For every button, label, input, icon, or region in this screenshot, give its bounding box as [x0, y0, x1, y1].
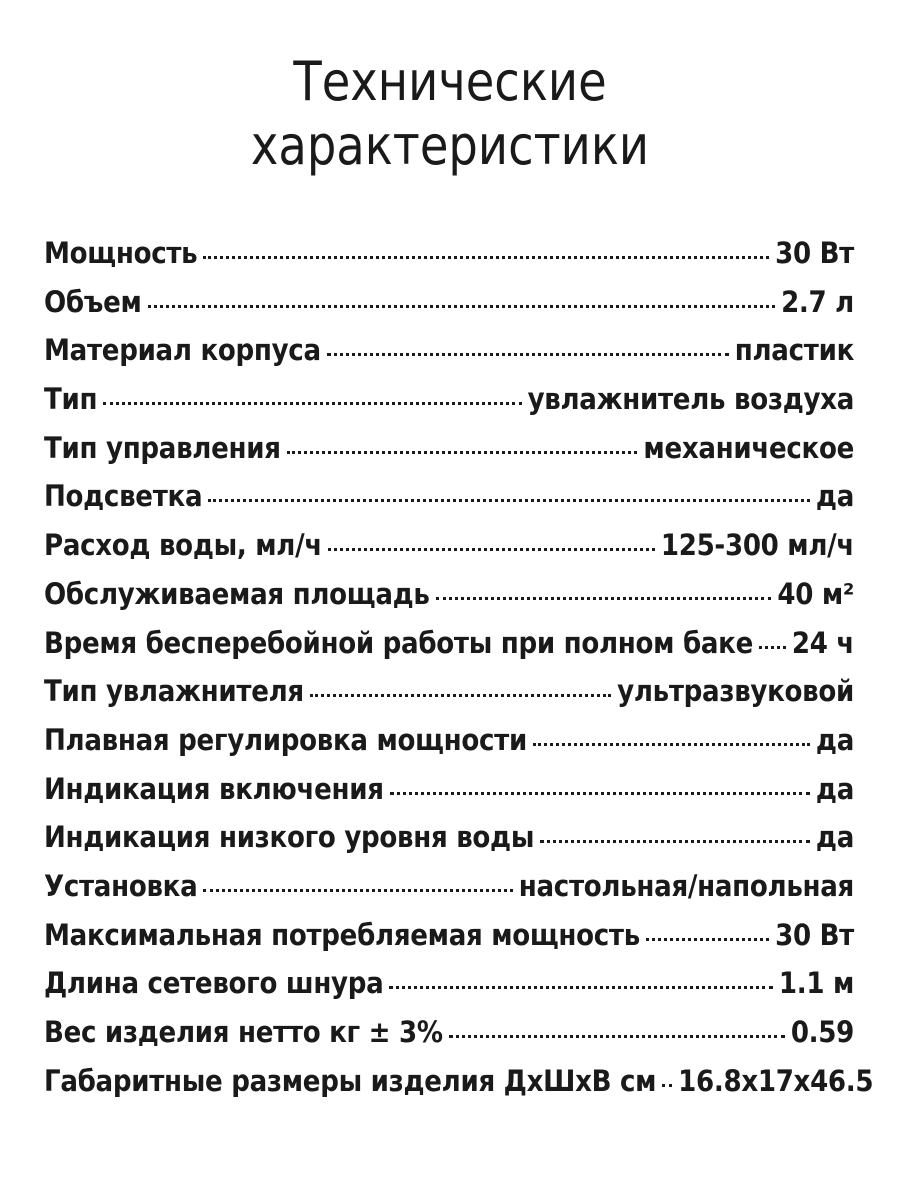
- page-title: [63, 50, 837, 178]
- spec-label: Объем: [44, 284, 142, 319]
- spec-value: настольная/напольная: [518, 868, 854, 903]
- spec-value: ультразвуковой: [617, 674, 854, 709]
- spec-value: пластик: [734, 333, 854, 368]
- spec-value: увлажнитель воздуха: [527, 382, 854, 417]
- dot-leader: [390, 792, 810, 795]
- spec-value: 125-300 мл/ч: [660, 528, 854, 563]
- page-title-line-2: характеристики: [250, 114, 650, 177]
- spec-label: Тип: [44, 382, 98, 417]
- spec-row-humidifier-type: [44, 674, 854, 723]
- spec-value: 24 ч: [791, 625, 854, 660]
- spec-label: Индикация низкого уровня воды: [44, 820, 535, 855]
- spec-row-power-indicator: [44, 772, 854, 821]
- spec-value: 30 Вт: [775, 236, 854, 270]
- spec-label: Время бесперебойной работы при полном баке: [44, 625, 753, 660]
- dot-leader: [436, 597, 772, 600]
- spec-row-dimensions: [44, 1063, 874, 1113]
- dot-leader: [287, 451, 638, 454]
- dot-leader: [540, 840, 810, 843]
- spec-value: да: [815, 722, 854, 757]
- dot-leader: [328, 548, 655, 551]
- spec-row-service-area: [44, 577, 854, 626]
- spec-label: Материал корпуса: [44, 333, 321, 368]
- spec-label: Тип увлажнителя: [44, 674, 304, 709]
- spec-row-power: [44, 236, 854, 285]
- spec-value: да: [815, 771, 854, 806]
- spec-value: 2.7 л: [781, 284, 854, 319]
- spec-row-smooth-power-adjustment: [44, 723, 854, 772]
- spec-label: Подсветка: [44, 479, 203, 514]
- dot-leader: [103, 402, 521, 405]
- spec-label: Вес изделия нетто кг ± 3%: [44, 1015, 443, 1049]
- dot-leader: [203, 889, 512, 892]
- dot-leader: [203, 256, 769, 259]
- spec-list: [44, 236, 874, 1112]
- dot-leader: [327, 353, 729, 356]
- dot-leader: [533, 743, 810, 746]
- dot-leader: [148, 305, 776, 308]
- spec-label: Обслуживаемая площадь: [44, 576, 430, 611]
- dot-leader: [389, 986, 772, 989]
- spec-row-control-type: [44, 431, 854, 480]
- dot-leader: [208, 499, 810, 502]
- spec-row-backlight: [44, 479, 854, 528]
- spec-value: 16.8х17х46.5: [678, 1063, 874, 1098]
- spec-value: 1.1 м: [778, 966, 854, 1001]
- dot-leader: [646, 938, 769, 941]
- spec-row-net-weight: [44, 1015, 854, 1064]
- spec-row-low-water-indicator: [44, 820, 854, 869]
- dot-leader: [662, 1084, 672, 1087]
- spec-label: Мощность: [44, 236, 198, 270]
- spec-row-volume: [44, 285, 854, 334]
- spec-label: Тип управления: [44, 430, 281, 465]
- spec-value: механическое: [643, 430, 854, 465]
- spec-label: Максимальная потребляемая мощность: [44, 917, 640, 952]
- spec-value: 0.59: [790, 1015, 854, 1049]
- spec-label: Установка: [44, 868, 198, 903]
- spec-label: Плавная регулировка мощности: [44, 722, 527, 757]
- spec-row-max-power-consumption: [44, 918, 854, 967]
- spec-row-cord-length: [44, 966, 854, 1015]
- spec-label: Расход воды, мл/ч: [44, 528, 322, 563]
- spec-label: Длина сетевого шнура: [44, 966, 384, 1001]
- spec-label: Индикация включения: [44, 771, 384, 806]
- spec-value: да: [815, 479, 854, 514]
- spec-value: 30 Вт: [775, 917, 854, 952]
- dot-leader: [449, 1035, 785, 1038]
- page-title-line-1: Технические: [293, 50, 607, 113]
- spec-row-runtime: [44, 626, 854, 675]
- spec-value: 40 м²: [777, 576, 854, 611]
- spec-row-installation: [44, 869, 854, 918]
- dot-leader: [759, 646, 786, 649]
- spec-row-body-material: [44, 333, 854, 382]
- dot-leader: [310, 694, 611, 697]
- spec-row-type: [44, 382, 854, 431]
- spec-value: да: [815, 820, 854, 855]
- spec-label: Габаритные размеры изделия ДхШхВ см: [44, 1063, 657, 1098]
- spec-row-water-consumption: [44, 528, 854, 577]
